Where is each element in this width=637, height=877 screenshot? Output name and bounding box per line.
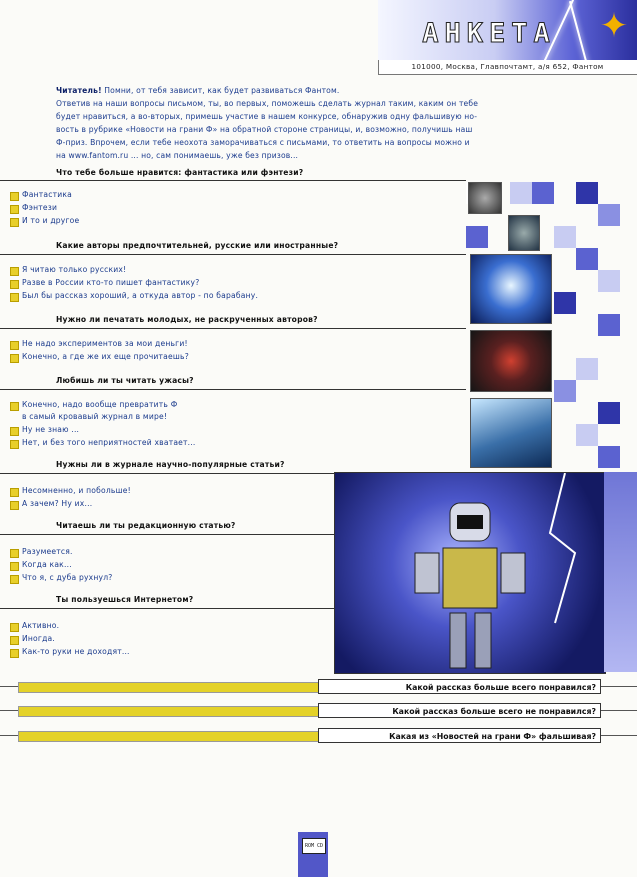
option-label: Я читаю только русских! (22, 265, 127, 274)
question-rule (0, 473, 334, 474)
side-panel (604, 472, 637, 672)
question-title: Нужны ли в журнале научно-популярные статьи? (56, 460, 285, 469)
option-label: Разве в России кто-то пишет фантастику? (22, 278, 200, 287)
option-label: И то и другое (22, 216, 80, 225)
intro-line: на www.fantom.ru ... но, сам понимаешь, уже без призов... (56, 151, 299, 161)
answer-question: Какая из «Новостей на грани Ф» фальшивая? (318, 728, 601, 743)
option-checkbox[interactable] (10, 440, 19, 449)
option-label: Конечно, надо вообще превратить Ф (22, 400, 178, 409)
option-checkbox[interactable] (10, 623, 19, 632)
option-label: Фэнтези (22, 203, 58, 212)
option-checkbox[interactable] (10, 562, 19, 571)
option-label: Конечно, а где же их еще прочитаешь? (22, 352, 189, 361)
intro-line: Ответив на наши вопросы письмом, ты, во первых, поможешь сделать журнал таким, каким он тебе (56, 99, 479, 109)
option-label: А зачем? Ну их... (22, 499, 93, 508)
answer-question: Какой рассказ больше всего не понравился? (318, 703, 601, 718)
option-checkbox[interactable] (10, 192, 19, 201)
option-label: Что я, с дуба рухнул? (22, 573, 113, 582)
page-title: АНКЕТА (422, 18, 556, 49)
cd-rom-icon: ROM CD (302, 838, 326, 854)
option-label: Иногда. (22, 634, 55, 643)
option-label: Нет, и без того неприятностей хватает... (22, 438, 196, 447)
question-title: Какие авторы предпочтительней, русские или иностранные? (56, 241, 339, 250)
option-checkbox[interactable] (10, 575, 19, 584)
intro-line: Ф-приз. Впрочем, если тебе неохота заморачиваться с письмами, то ответить на вопросы можно и (56, 138, 470, 148)
question-rule (0, 389, 466, 390)
intro-line: будет нравиться, а во-вторых, примешь участие в нашем конкурсе, обнаружив одну фальшивую но- (56, 112, 478, 122)
thumb-image-2 (508, 215, 540, 251)
option-label: Ну не знаю ... (22, 425, 80, 434)
option-label: в самый кровавый журнал в мире! (22, 412, 168, 421)
question-rule (0, 180, 466, 181)
option-checkbox[interactable] (10, 402, 19, 411)
question-rule (0, 608, 334, 609)
option-label: Фантастика (22, 190, 73, 199)
thumb-image-1 (468, 182, 502, 214)
option-checkbox[interactable] (10, 354, 19, 363)
postal-address: 101000, Москва, Главпочтамт, а/я 652, Фантом (411, 62, 604, 71)
option-checkbox[interactable] (10, 427, 19, 436)
thumb-image-3 (470, 254, 552, 324)
thumb-image-4 (470, 330, 552, 392)
option-checkbox[interactable] (10, 341, 19, 350)
option-checkbox[interactable] (10, 549, 19, 558)
option-label: Как-то руки не доходят... (22, 647, 130, 656)
option-checkbox[interactable] (10, 218, 19, 227)
question-rule (0, 328, 466, 329)
question-title: Любишь ли ты читать ужасы? (56, 376, 194, 385)
option-checkbox[interactable] (10, 649, 19, 658)
robot-illustration (334, 472, 606, 674)
question-rule (0, 534, 334, 535)
option-checkbox[interactable] (10, 280, 19, 289)
answer-field[interactable] (18, 731, 320, 742)
option-checkbox[interactable] (10, 488, 19, 497)
question-rule (0, 254, 466, 255)
option-checkbox[interactable] (10, 267, 19, 276)
question-title: Читаешь ли ты редакционную статью? (56, 521, 236, 530)
intro-line: Помни, от тебя зависит, как будет развиваться Фантом. (101, 86, 340, 95)
intro-line: вость в рубрике «Новости на грани Ф» на обратной стороне страницы, и, возможно, получишь наш (56, 125, 473, 135)
question-title: Что тебе больше нравится: фантастика или фэнтези? (56, 168, 304, 177)
answer-field[interactable] (18, 682, 320, 693)
intro-text (56, 84, 596, 163)
intro-lead: Читатель! (56, 86, 102, 95)
answer-question: Какой рассказ больше всего понравился? (318, 679, 601, 694)
option-label: Был бы рассказ хороший, а откуда автор - по барабану. (22, 291, 259, 300)
question-title: Ты пользуешься Интернетом? (56, 595, 194, 604)
thumb-image-5 (470, 398, 552, 468)
option-checkbox[interactable] (10, 501, 19, 510)
answer-field[interactable] (18, 706, 320, 717)
option-label: Разумеется. (22, 547, 73, 556)
option-label: Не надо экспериментов за мои деньги! (22, 339, 188, 348)
option-label: Когда как... (22, 560, 72, 569)
phantom-figure-icon: ✦ (599, 6, 629, 46)
option-label: Несомненно, и побольше! (22, 486, 131, 495)
option-checkbox[interactable] (10, 636, 19, 645)
option-checkbox[interactable] (10, 293, 19, 302)
option-label: Активно. (22, 621, 60, 630)
question-title: Нужно ли печатать молодых, не раскрученных авторов? (56, 315, 318, 324)
option-checkbox[interactable] (10, 205, 19, 214)
